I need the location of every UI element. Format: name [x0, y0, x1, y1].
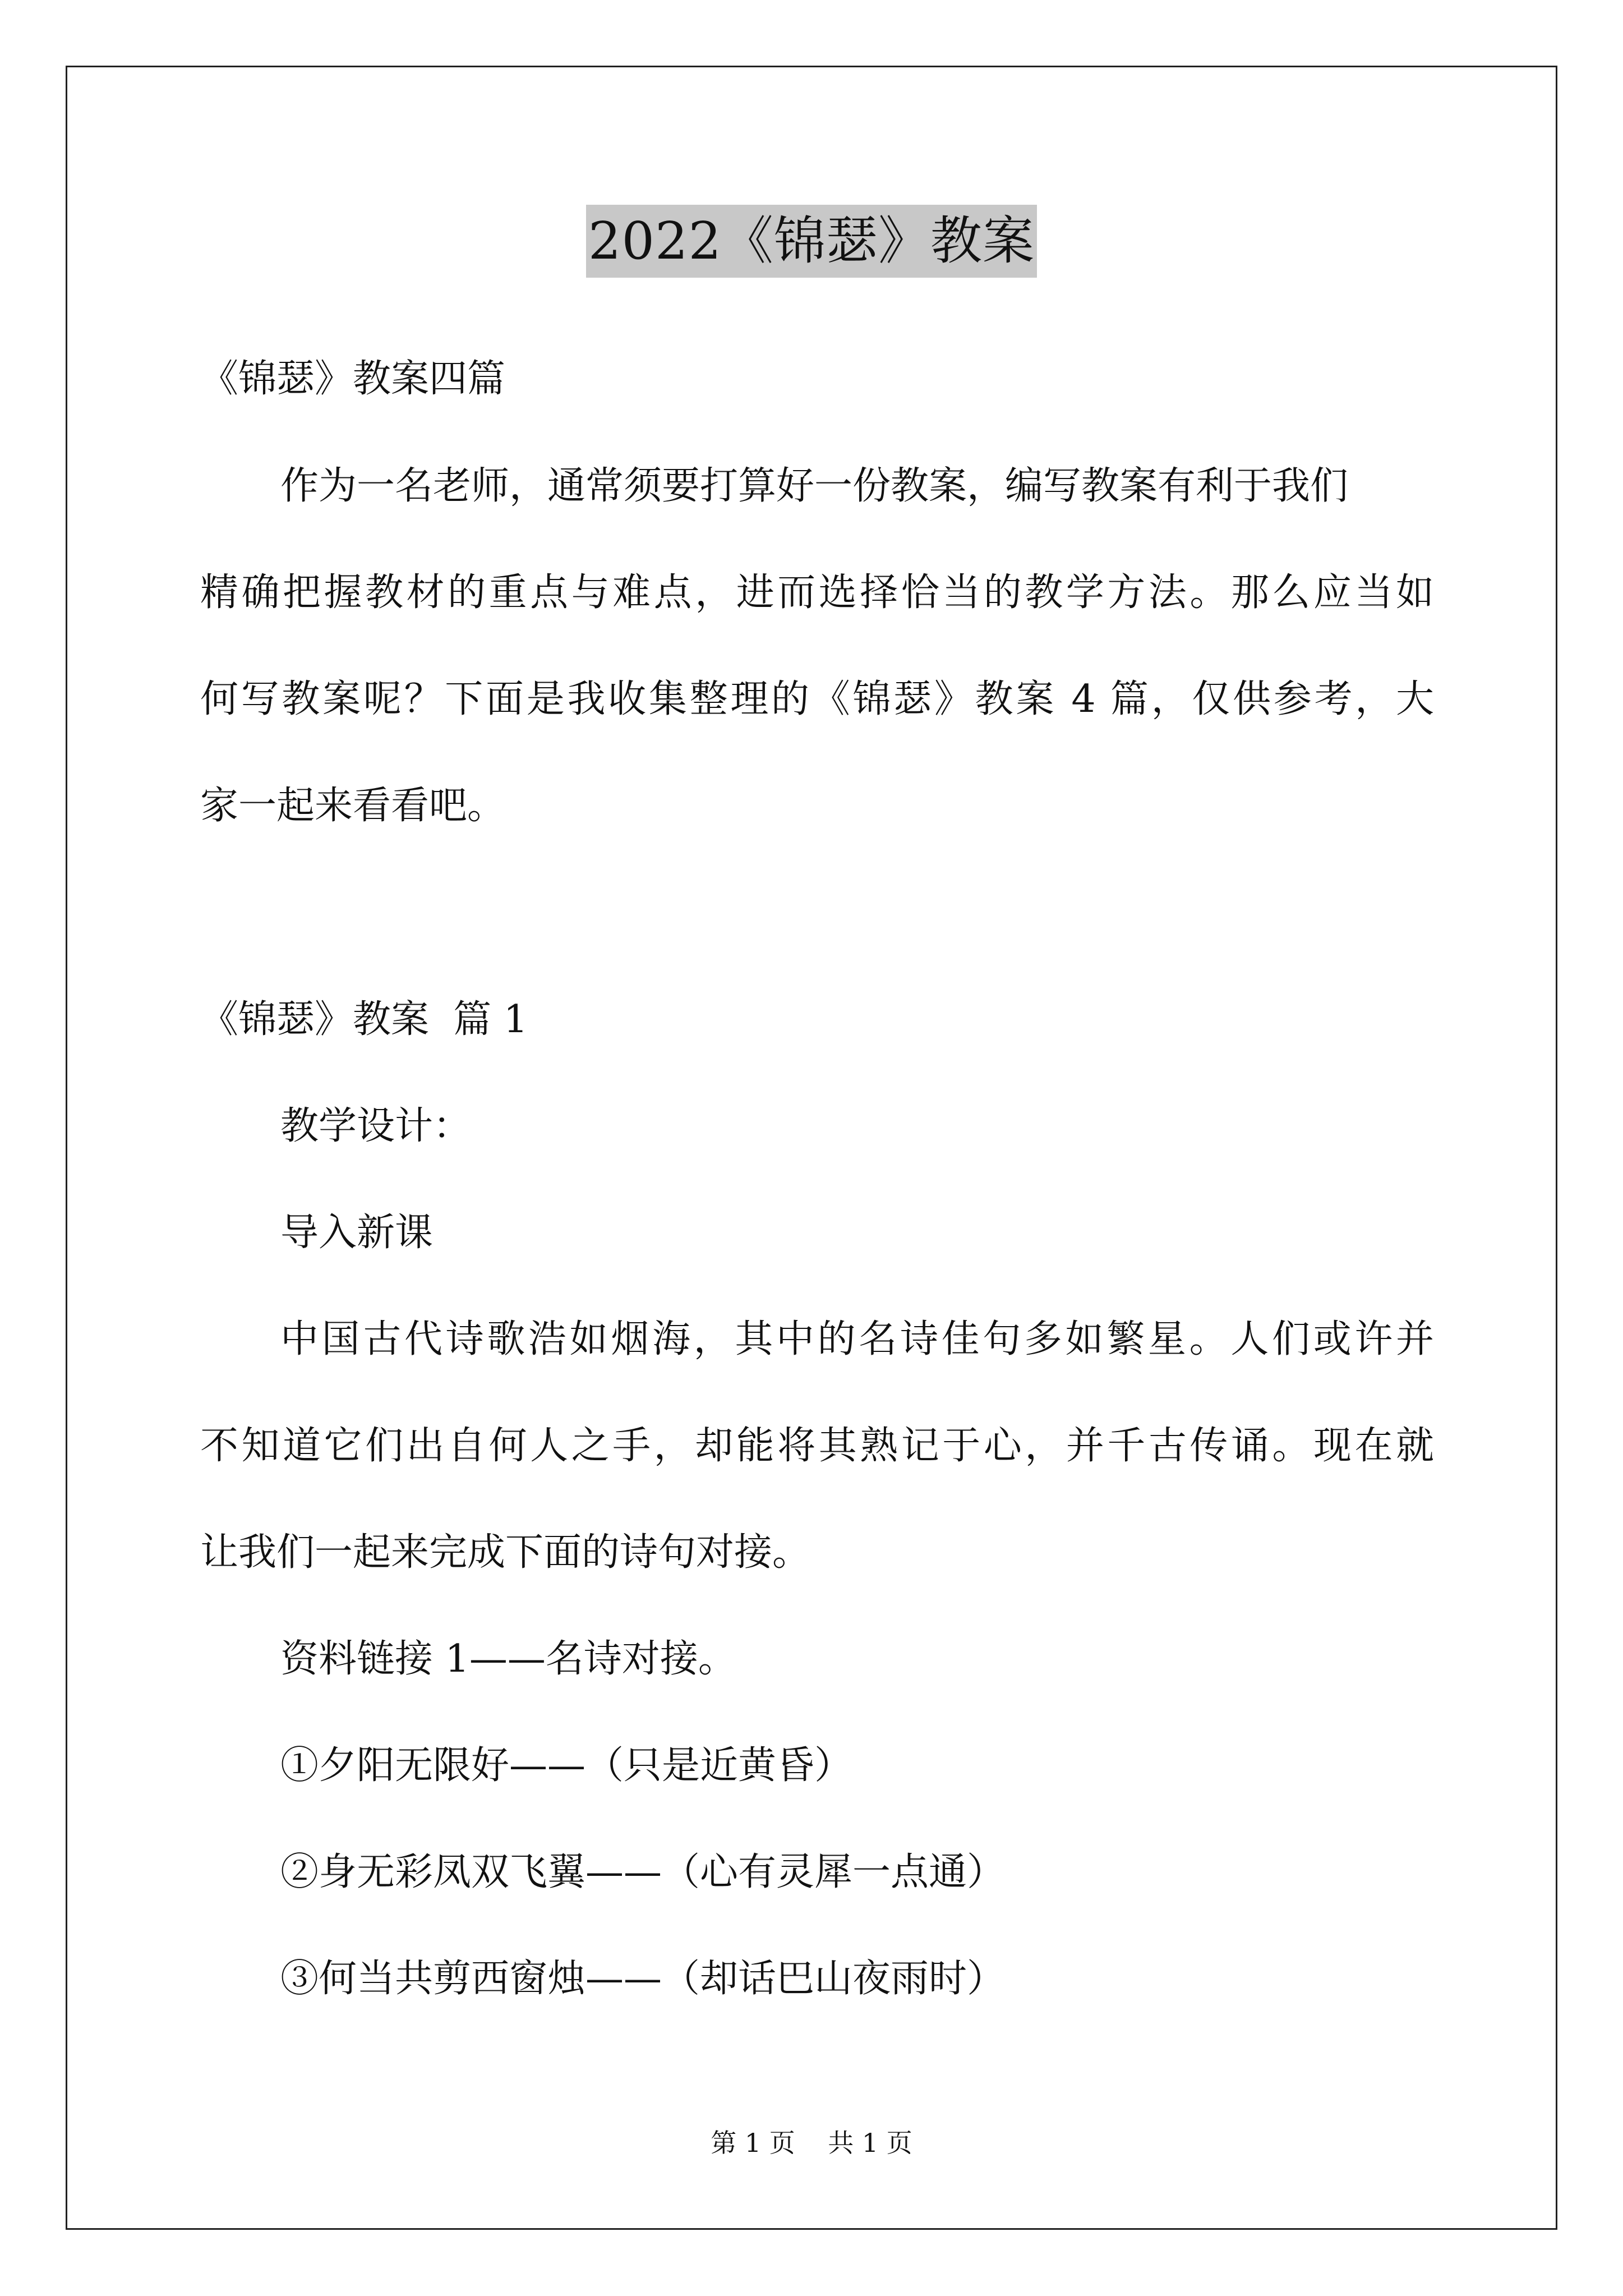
list-item: ①夕阳无限好——（只是近黄昏） — [280, 1743, 853, 1788]
paragraph-line-1: 中国古代诗歌浩如烟海，其中的名诗佳句多如繁星。人们或许并 — [280, 1317, 1434, 1361]
section-heading: 《锦瑟》教案 篇 1 — [200, 997, 528, 1042]
document-subtitle: 《锦瑟》教案四篇 — [200, 357, 506, 401]
design-label: 教学设计： — [280, 1104, 472, 1148]
document-title: 2022《锦瑟》教案 — [586, 205, 1037, 278]
import-label: 导入新课 — [280, 1211, 434, 1255]
intro-line-4: 家一起来看看吧。 — [200, 784, 506, 828]
intro-line-1: 作为一名老师，通常须要打算好一份教案，编写教案有利于我们 — [280, 464, 1349, 508]
paragraph-line-2: 不知道它们出自何人之手，却能将其熟记于心，并千古传诵。现在就 — [200, 1424, 1434, 1468]
intro-line-3: 何写教案呢？下面是我收集整理的《锦瑟》教案 4 篇，仅供参考，大 — [200, 677, 1434, 721]
intro-line-2: 精确把握教材的重点与难点，进而选择恰当的教学方法。那么应当如 — [200, 570, 1434, 615]
page-footer: 第 1 页 共 1 页 — [711, 2128, 912, 2158]
link-label: 资料链接 1——名诗对接。 — [280, 1637, 736, 1681]
paragraph-line-3: 让我们一起来完成下面的诗句对接。 — [200, 1530, 811, 1575]
title-container — [0, 205, 1623, 278]
list-item: ③何当共剪西窗烛——（却话巴山夜雨时） — [280, 1957, 1006, 2001]
list-item: ②身无彩凤双飞翼——（心有灵犀一点通） — [280, 1850, 1006, 1894]
